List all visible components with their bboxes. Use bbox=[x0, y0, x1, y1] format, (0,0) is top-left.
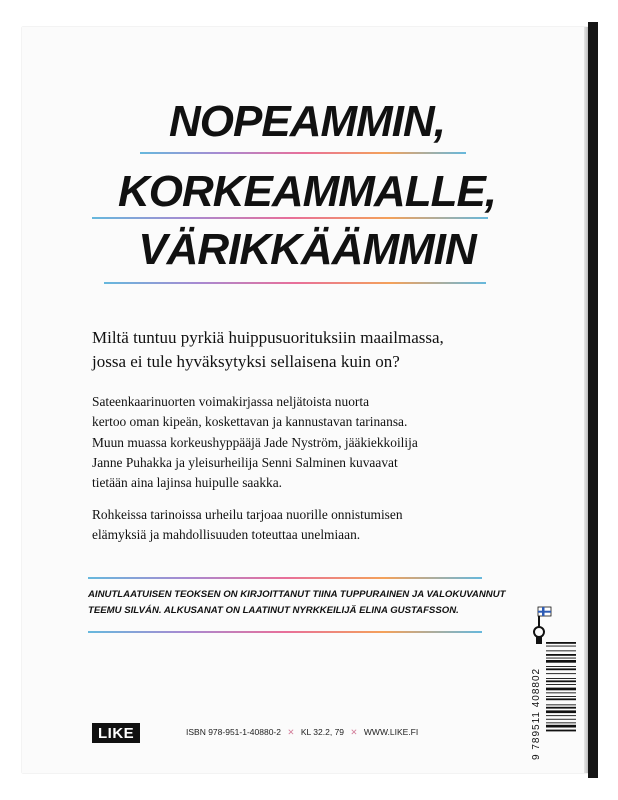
barcode-bar bbox=[546, 722, 576, 723]
barcode-bar bbox=[546, 704, 576, 705]
isbn-text: ISBN 978-951-1-40880-2 bbox=[186, 727, 281, 737]
paragraph-line: Janne Puhakka ja yleisurheilija Senni Salminen kuvaavat bbox=[92, 454, 398, 470]
publisher-logo: LIKE bbox=[92, 723, 140, 743]
title-underline-1 bbox=[140, 152, 466, 154]
credits-line: AINUTLAATUISEN TEOKSEN ON KIRJOITTANUT TIINA TUPPURAINEN JA VALOKUVANNUT bbox=[88, 589, 506, 600]
title-line-2: KORKEAMMALLE, bbox=[117, 167, 497, 216]
title-underline-3 bbox=[104, 282, 486, 284]
lead-line: jossa ei tule hyväksytyksi sellaisena kuin on? bbox=[92, 352, 400, 371]
paragraph-line: kertoo oman kipeän, koskettavan ja kannustavan tarinansa. bbox=[92, 414, 408, 430]
paragraph-line: Rohkeissa tarinoissa urheilu tarjoaa nuorille onnistumisen bbox=[92, 507, 403, 522]
barcode-bar bbox=[546, 692, 576, 693]
barcode-bar bbox=[546, 696, 576, 697]
credits-bottom-rule bbox=[88, 631, 482, 633]
separator-icon: ✕ bbox=[350, 727, 358, 737]
barcode-bar bbox=[546, 715, 576, 716]
book-back-cover bbox=[22, 27, 592, 773]
barcode-bar bbox=[546, 654, 576, 656]
paragraph-line: elämyksiä ja mahdollisuuden toteuttaa unelmiaan. bbox=[92, 527, 361, 543]
lead-text bbox=[92, 326, 532, 374]
barcode-number: 9 789511 408802 bbox=[531, 667, 542, 760]
barcode-bar bbox=[546, 678, 576, 679]
title-line-1: NOPEAMMIN, bbox=[169, 97, 445, 146]
title-underline-2 bbox=[92, 217, 488, 219]
paragraph-line: tietään aina lajinsa huipulle saakka. bbox=[92, 475, 282, 491]
barcode-icon bbox=[546, 640, 576, 760]
website-text: WWW.LIKE.FI bbox=[363, 727, 419, 737]
paragraph-line: Muun muassa korkeushyppääjä Jade Nyström, jääkiekkoilija bbox=[92, 434, 418, 450]
barcode-bar bbox=[546, 673, 576, 674]
barcode-bar bbox=[546, 646, 576, 647]
credits-text bbox=[88, 587, 508, 619]
description-paragraph-2 bbox=[92, 505, 532, 546]
barcode-bar bbox=[546, 688, 576, 691]
barcode-bar bbox=[546, 698, 576, 700]
barcode-bar bbox=[546, 660, 576, 663]
barcode-bar bbox=[546, 707, 576, 709]
lead-line: Miltä tuntuu pyrkiä huippusuorituksiin maailmassa, bbox=[92, 328, 444, 347]
description-paragraph-1 bbox=[92, 392, 532, 493]
barcode-bar bbox=[546, 684, 576, 685]
book-spine bbox=[588, 22, 598, 778]
credits-top-rule bbox=[88, 577, 482, 579]
kl-text: KL 32.2, 79 bbox=[300, 727, 345, 737]
barcode-bar bbox=[546, 680, 576, 682]
barcode-bar bbox=[546, 658, 576, 659]
credits-line: TEEMU SILVÁN. ALKUSANAT ON LAATINUT NYRKKEILIJÄ ELINA GUSTAFSSON. bbox=[88, 605, 459, 616]
barcode-bar bbox=[546, 719, 576, 720]
separator-icon: ✕ bbox=[287, 727, 295, 737]
barcode-bar bbox=[546, 666, 576, 667]
barcode-bar bbox=[546, 642, 576, 644]
barcode-bar bbox=[546, 710, 576, 713]
title-line-3: VÄRIKKÄÄMMIN bbox=[138, 225, 476, 274]
footer-info bbox=[186, 727, 418, 738]
barcode-bar bbox=[546, 668, 576, 670]
barcode-bar bbox=[546, 730, 576, 732]
paragraph-line: Sateenkaarinuorten voimakirjassa neljätoista nuorta bbox=[92, 394, 370, 409]
barcode-bar bbox=[546, 725, 576, 728]
barcode-bar bbox=[546, 650, 576, 651]
